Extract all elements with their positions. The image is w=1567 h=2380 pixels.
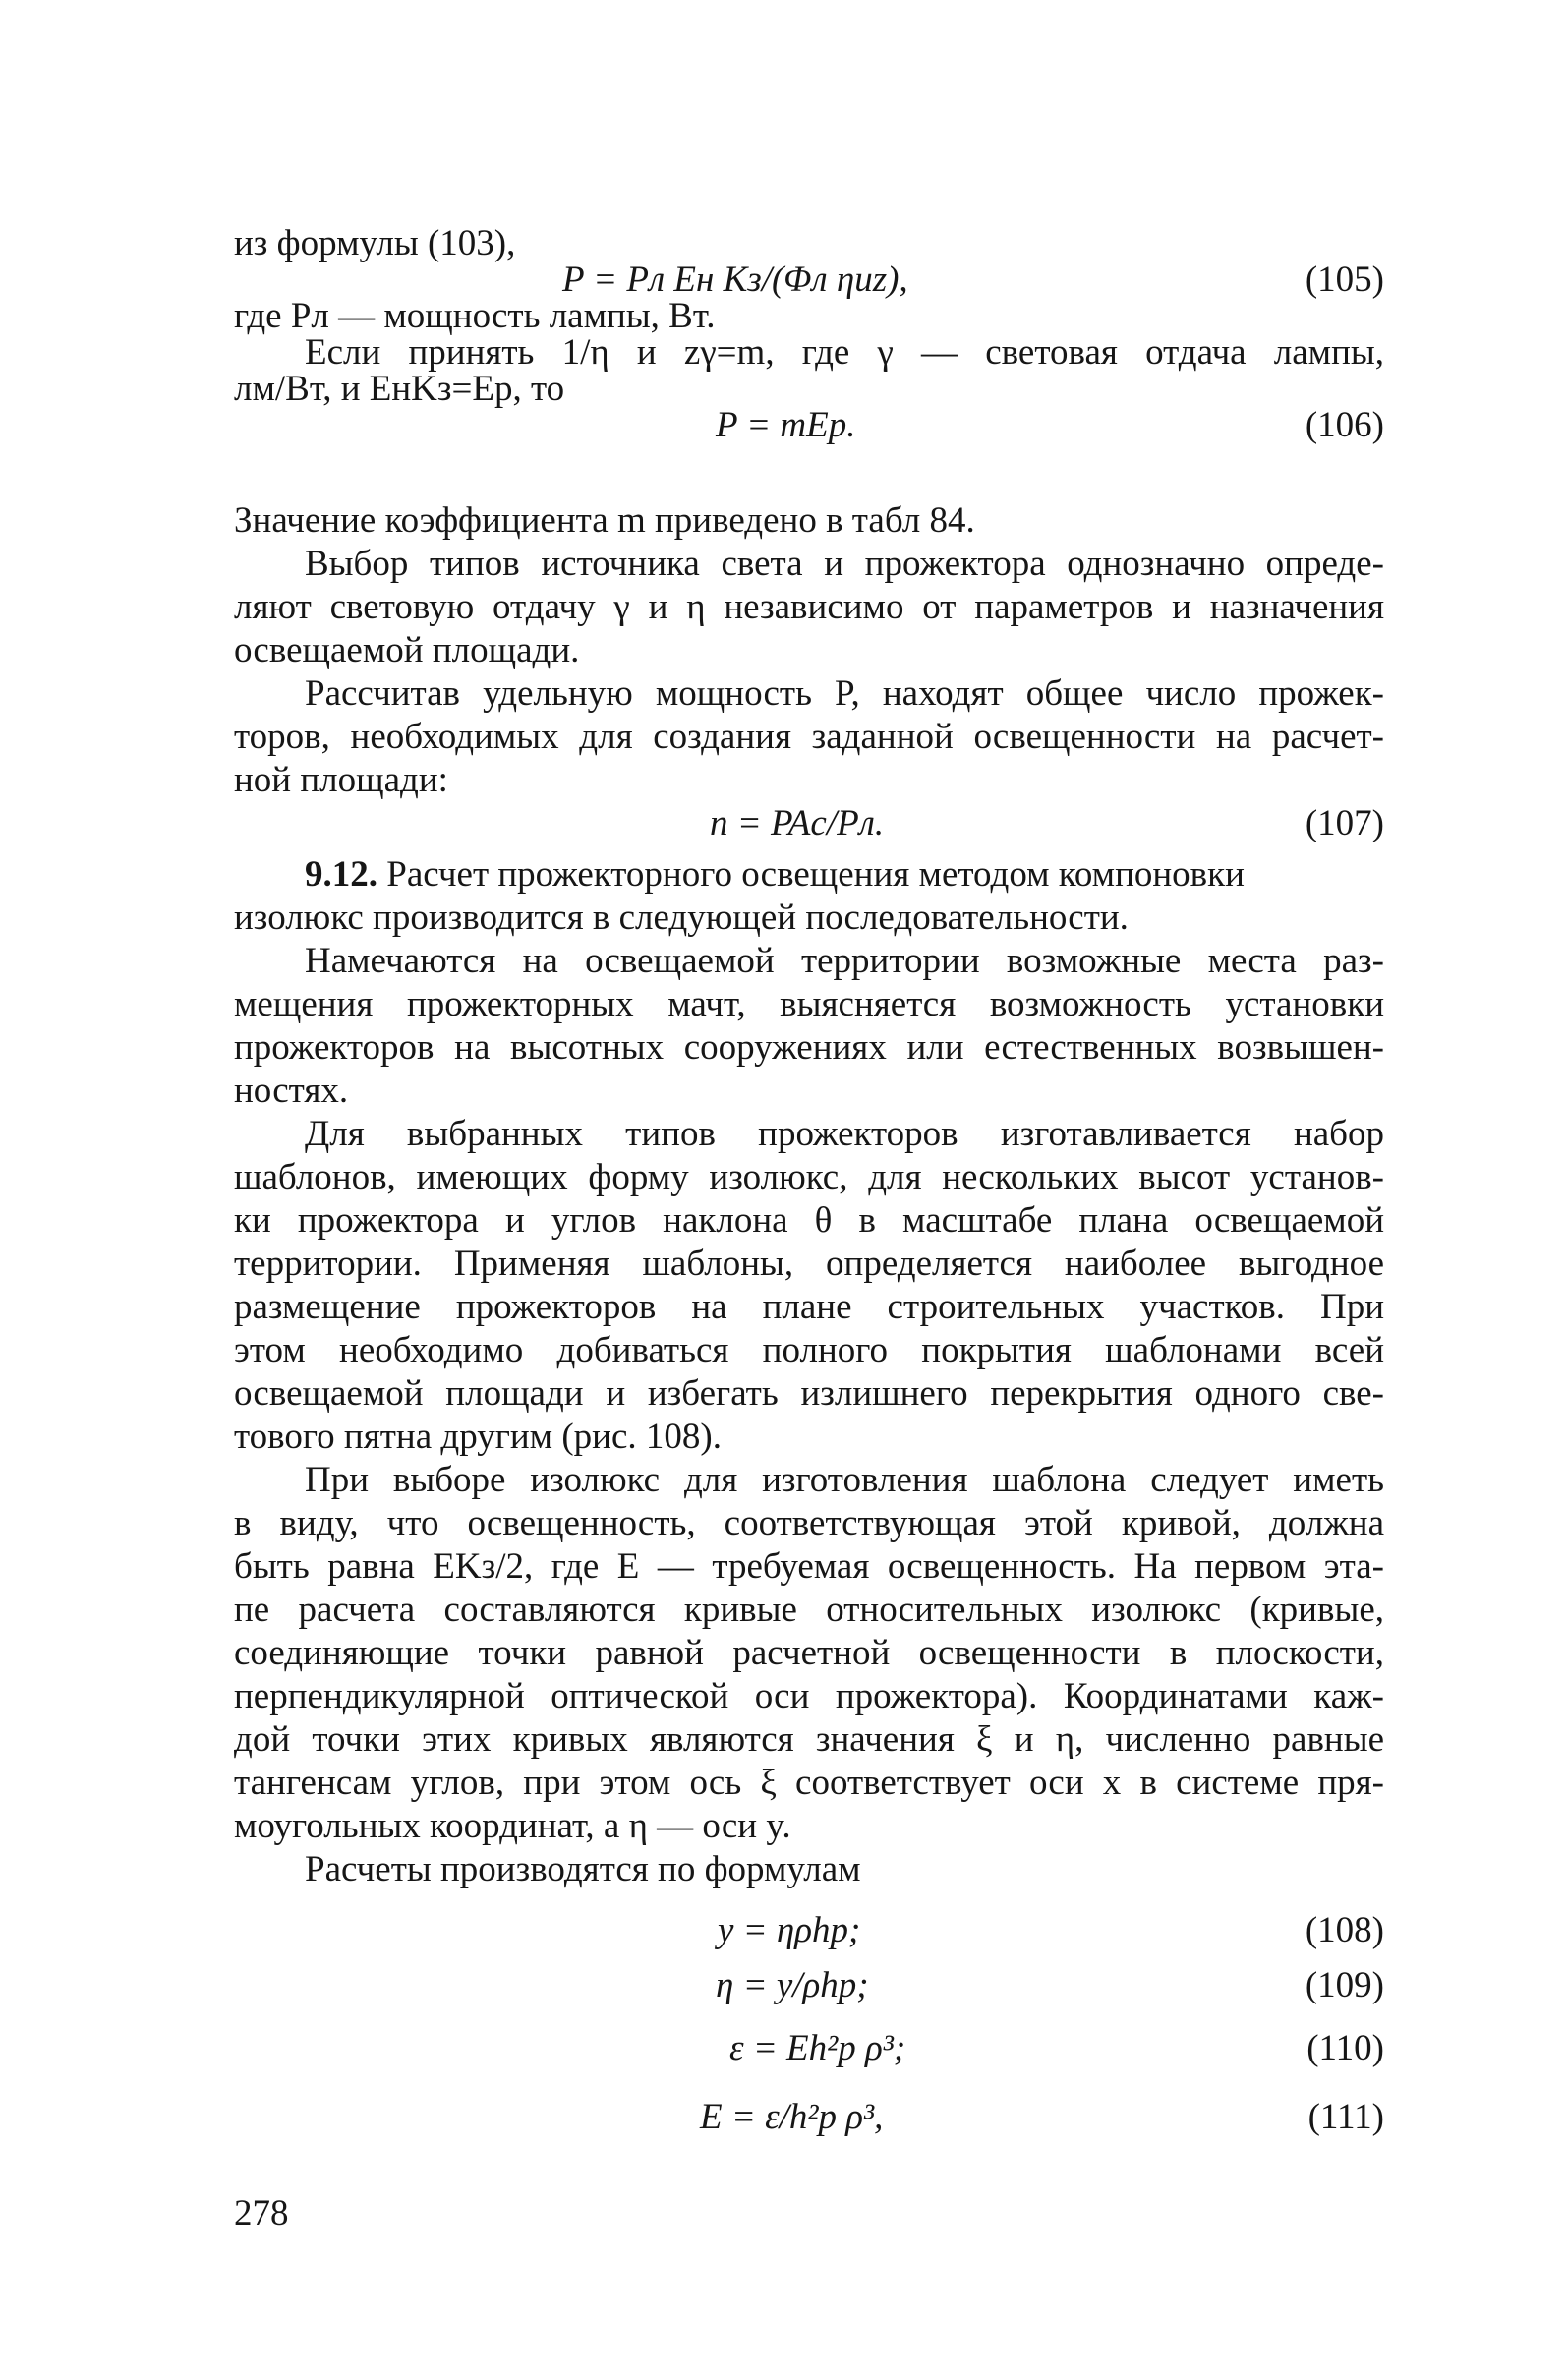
equation-111: E = ε/h²р ρ³, — [700, 2097, 884, 2137]
text-line: Выбор типов источника света и прожектора однозначно опреде- — [305, 544, 1384, 584]
section-title: Расчет прожекторного освещения методом компоновки — [386, 854, 1245, 895]
text-line: При выборе изолюкс для изготовления шаблона следует иметь — [305, 1460, 1384, 1500]
text-line: ляют световую отдачу γ и η независимо от параметров и назначения — [234, 587, 1384, 627]
equation-number-107: (107) — [1305, 803, 1384, 843]
section-heading-line — [305, 853, 1384, 897]
text-line: моугольных координат, а η — оси y. — [234, 1806, 791, 1846]
text-line: изолюкс производится в следующей последовательности. — [234, 898, 1129, 938]
equation-number-109: (109) — [1305, 1965, 1384, 2005]
text-line: территории. Применяя шаблоны, определяется наиболее выгодное — [234, 1244, 1384, 1284]
equation-number-108: (108) — [1305, 1910, 1384, 1950]
equation-number-110: (110) — [1306, 2028, 1384, 2068]
text-line: прожекторов на высотных сооружениях или естественных возвышен- — [234, 1027, 1384, 1068]
text-line: в виду, что освещенность, соответствующая этой кривой, должна — [234, 1503, 1384, 1543]
text-line: из формулы (103), — [234, 223, 516, 263]
text-line: освещаемой площади и избегать излишнего перекрытия одного све- — [234, 1373, 1384, 1414]
text-line: тового пятна другим (рис. 108). — [234, 1417, 722, 1457]
text-line: тангенсам углов, при этом ось ξ соответствует оси x в системе пря- — [234, 1763, 1384, 1803]
text-line: ки прожектора и углов наклона θ в масштабе плана освещаемой — [234, 1200, 1384, 1241]
text-line: перпендикулярной оптической оси прожектора). Координатами каж- — [234, 1676, 1384, 1716]
text-line: Расчеты производятся по формулам — [305, 1849, 861, 1889]
text-line: соединяющие точки равной расчетной освещенности в плоскости, — [234, 1633, 1384, 1673]
equation-106: P = mEр. — [716, 405, 856, 445]
text-line: ной площади: — [234, 760, 448, 800]
equation-number-111: (111) — [1307, 2097, 1384, 2137]
text-line: Если принять 1/η и zγ=m, где γ — световая отдача лампы, — [305, 332, 1384, 373]
text-line: дой точки этих кривых являются значения ξ и η, численно равные — [234, 1719, 1384, 1760]
text-line: лм/Вт, и EнKз=Eр, то — [234, 369, 565, 409]
equation-107: n = PAс/Pл. — [710, 803, 885, 843]
text-line: ностях. — [234, 1071, 349, 1111]
text-line: торов, необходимых для создания заданной освещенности на расчет- — [234, 717, 1384, 757]
equation-number-105: (105) — [1305, 260, 1384, 300]
text-line: Рассчитав удельную мощность P, находят общее число прожек- — [305, 673, 1384, 714]
section-number: 9.12. — [305, 854, 377, 895]
text-line: этом необходимо добиваться полного покрытия шаблонами всей — [234, 1330, 1384, 1370]
equation-110: ε = Eh²р ρ³; — [729, 2028, 906, 2068]
equation-109: η = y/ρhр; — [716, 1965, 869, 2005]
text-line: освещаемой площади. — [234, 630, 580, 670]
equation-number-106: (106) — [1305, 405, 1384, 445]
text-line: Намечаются на освещаемой территории возможные места раз- — [305, 941, 1384, 981]
text-line: Для выбранных типов прожекторов изготавливается набор — [305, 1114, 1384, 1154]
text-line: быть равна EKз/2, где E — требуемая освещенность. На первом эта- — [234, 1546, 1384, 1587]
text-line: где Pл — мощность лампы, Вт. — [234, 296, 716, 336]
text-line: пе расчета составляются кривые относительных изолюкс (кривые, — [234, 1590, 1384, 1630]
text-line: мещения прожекторных мачт, выясняется возможность установки — [234, 984, 1384, 1024]
page-number: 278 — [234, 2193, 289, 2234]
equation-105: P = Pл Eн Kз/(Φл ηиz), — [562, 260, 908, 300]
text-line: шаблонов, имеющих форму изолюкс, для нескольких высот установ- — [234, 1157, 1384, 1197]
text-line: Значение коэффициента m приведено в табл 84. — [234, 500, 975, 541]
equation-108: y = ηρhр; — [718, 1910, 861, 1950]
text-line: размещение прожекторов на плане строительных участков. При — [234, 1287, 1384, 1327]
